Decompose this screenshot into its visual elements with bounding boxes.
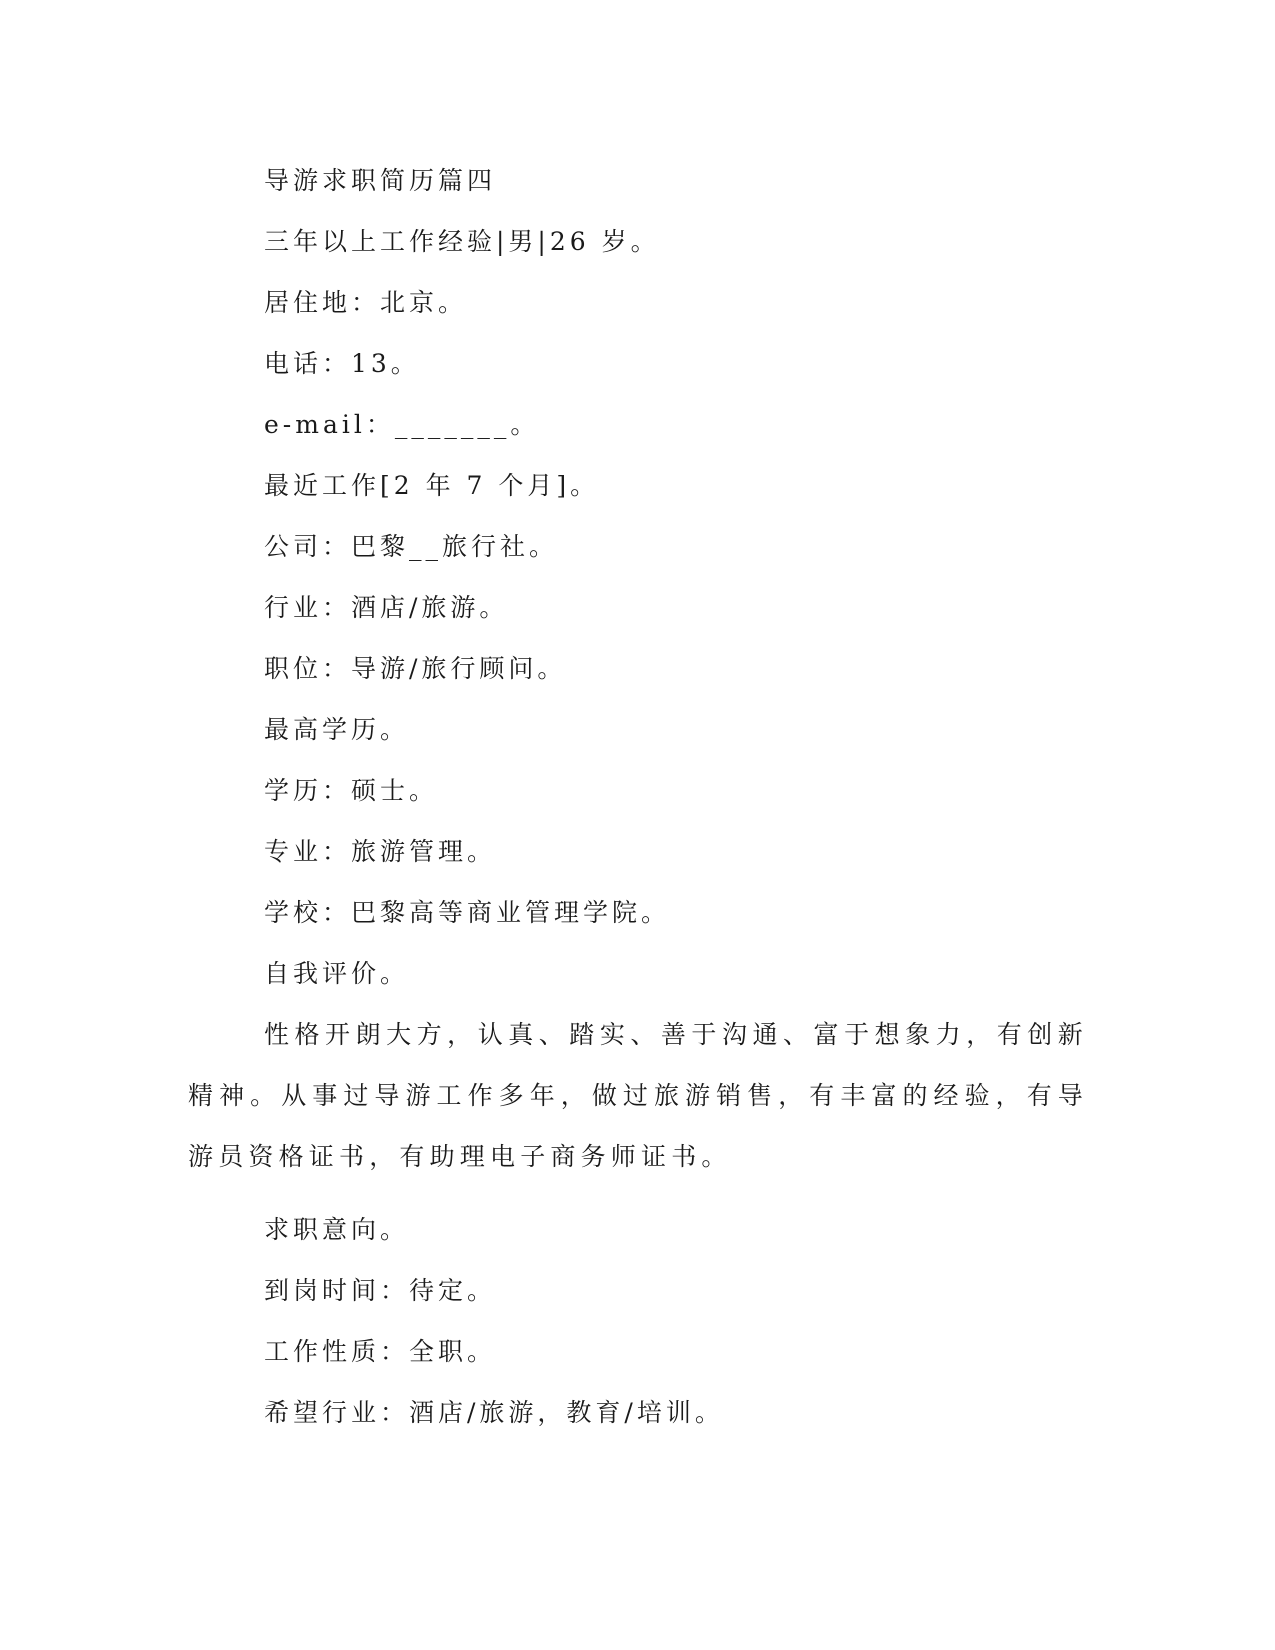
job-intention-heading: 求职意向。 [264,1215,410,1244]
self-evaluation-heading: 自我评价。 [264,959,410,988]
section-title: 导游求职简历篇四 [264,166,497,195]
school-line: 学校：巴黎高等商业管理学院。 [264,898,671,927]
email-line: e-mail：_______。 [264,410,540,439]
desired-industry-line: 希望行业：酒店/旅游，教育/培训。 [264,1398,724,1427]
industry-line: 行业：酒店/旅游。 [264,593,509,622]
residence-line: 居住地：北京。 [264,288,468,317]
self-evaluation-paragraph: 性格开朗大方，认真、踏实、善于沟通、富于想象力，有创新精神。从事过导游工作多年，做过旅游销售，有丰富的经验，有导游员资格证书，有助理电子商务师证书。 [188,1020,1088,1171]
phone-line: 电话：13。 [264,349,420,378]
summary-line: 三年以上工作经验|男|26 岁。 [264,227,660,256]
document-body [188,162,1088,1455]
company-line: 公司：巴黎__旅行社。 [264,532,559,561]
degree-line: 学历：硕士。 [264,776,439,805]
job-type-line: 工作性质：全职。 [264,1337,497,1366]
recent-work-line: 最近工作[2 年 7 个月]。 [264,471,600,500]
position-line: 职位：导游/旅行顾问。 [264,654,567,683]
start-date-line: 到岗时间：待定。 [264,1276,497,1305]
education-heading: 最高学历。 [264,715,410,744]
major-line: 专业：旅游管理。 [264,837,497,866]
